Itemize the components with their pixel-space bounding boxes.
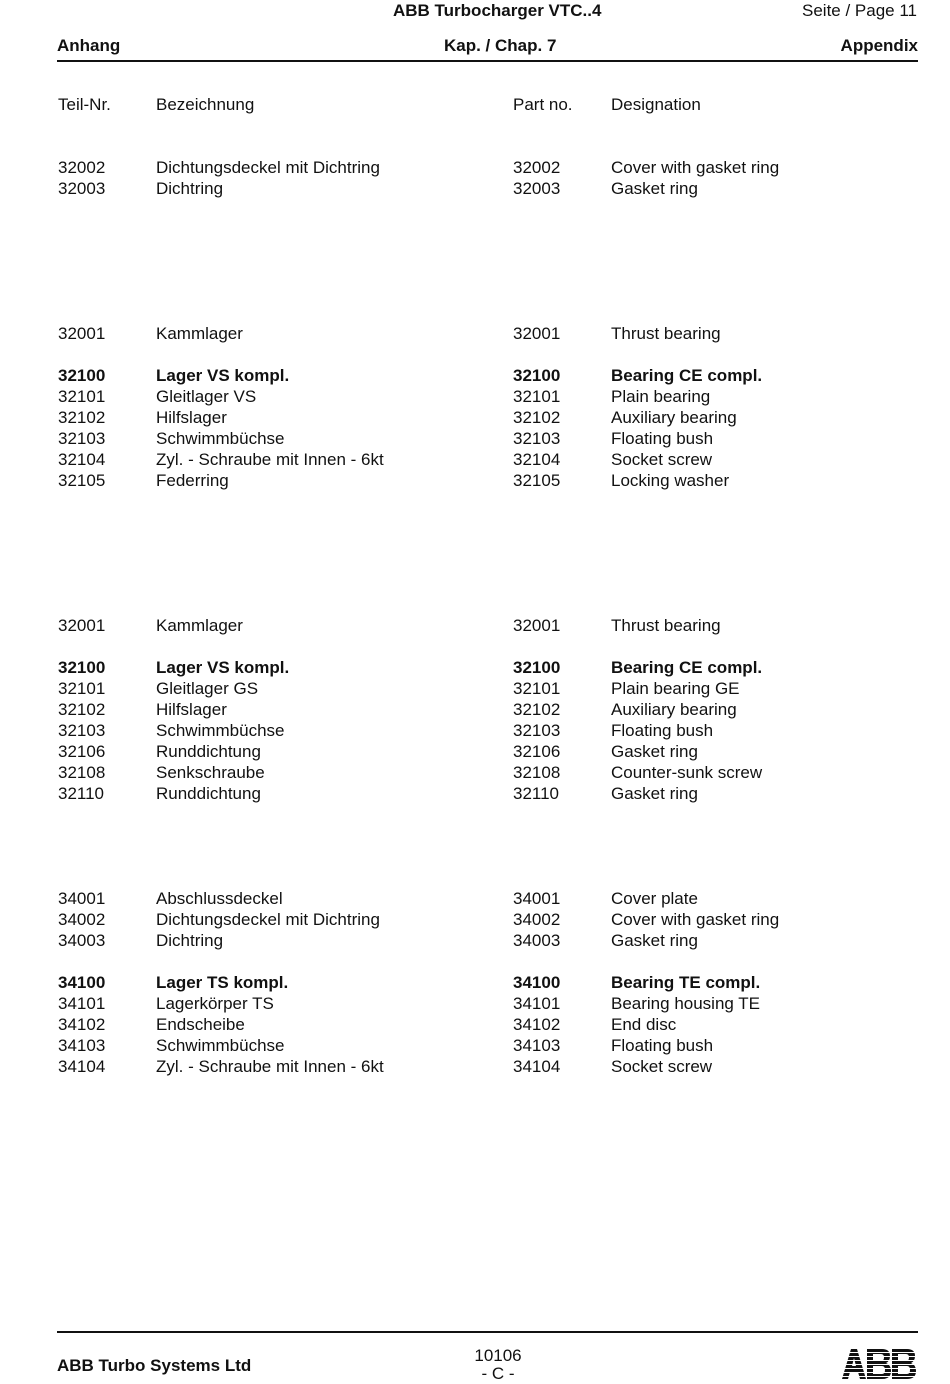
table-row-assembly bbox=[0, 973, 950, 994]
designation-en: Auxiliary bearing bbox=[611, 700, 737, 719]
designation-de: Dichtungsdeckel mit Dichtring bbox=[156, 910, 380, 929]
table-row bbox=[0, 994, 950, 1015]
part-number-en: 32101 bbox=[513, 679, 561, 698]
designation-de: Federring bbox=[156, 471, 229, 490]
part-number-en: 32001 bbox=[513, 616, 561, 635]
part-number-en: 32102 bbox=[513, 700, 561, 719]
designation-de: Endscheibe bbox=[156, 1015, 245, 1034]
table-row bbox=[0, 700, 950, 721]
part-number-de: 32003 bbox=[58, 179, 106, 198]
designation-en: Locking washer bbox=[611, 471, 730, 490]
designation-en: Gasket ring bbox=[611, 931, 698, 950]
designation-en: Bearing housing TE bbox=[611, 994, 761, 1013]
designation-de: Schwimmbüchse bbox=[156, 1036, 285, 1055]
table-row bbox=[0, 1036, 950, 1057]
designation-en: Plain bearing GE bbox=[611, 679, 740, 698]
part-number-en: 34002 bbox=[513, 910, 561, 929]
footer-rule bbox=[57, 1331, 918, 1333]
designation-de: Dichtring bbox=[156, 931, 224, 950]
part-number-de: 32110 bbox=[58, 784, 105, 803]
column-heading-teil-nr: Teil-Nr. bbox=[58, 95, 111, 114]
document-number: 10106 bbox=[474, 1346, 522, 1365]
designation-de: Kammlager bbox=[156, 324, 243, 343]
part-number-en: 34104 bbox=[513, 1057, 561, 1076]
header-right-label: Appendix bbox=[840, 36, 918, 55]
part-number-en: 32100 bbox=[513, 658, 561, 677]
header-rule bbox=[57, 60, 918, 62]
designation-de: Schwimmbüchse bbox=[156, 429, 285, 448]
table-row bbox=[0, 742, 950, 763]
table-row bbox=[0, 408, 950, 429]
part-number-de: 34002 bbox=[58, 910, 106, 929]
designation-en: Cover with gasket ring bbox=[611, 158, 780, 177]
designation-de: Lager VS kompl. bbox=[156, 366, 290, 385]
designation-en: Floating bush bbox=[611, 721, 714, 740]
part-number-en: 32103 bbox=[513, 429, 561, 448]
part-number-de: 34101 bbox=[58, 994, 106, 1013]
part-number-en: 32103 bbox=[513, 721, 561, 740]
part-number-en: 34001 bbox=[513, 889, 561, 908]
designation-de: Lagerkörper TS bbox=[156, 994, 274, 1013]
part-number-en: 32105 bbox=[513, 471, 561, 490]
designation-en: Thrust bearing bbox=[611, 324, 721, 343]
table-row bbox=[0, 889, 950, 910]
table-row bbox=[0, 679, 950, 700]
designation-en: Socket screw bbox=[611, 1057, 713, 1076]
part-number-de: 32101 bbox=[58, 679, 106, 698]
document-title: ABB Turbocharger VTC..4 bbox=[393, 1, 602, 20]
designation-en: Gasket ring bbox=[611, 784, 698, 803]
table-row bbox=[0, 784, 950, 805]
table-row bbox=[0, 158, 950, 179]
designation-en: Counter-sunk screw bbox=[611, 763, 763, 782]
designation-en: Bearing CE compl. bbox=[611, 366, 763, 385]
part-number-en: 32002 bbox=[513, 158, 561, 177]
designation-de: Gleitlager VS bbox=[156, 387, 257, 406]
part-number-de: 32106 bbox=[58, 742, 106, 761]
designation-de: Gleitlager GS bbox=[156, 679, 259, 698]
table-row bbox=[0, 931, 950, 952]
designation-en: Floating bush bbox=[611, 429, 714, 448]
part-number-en: 34100 bbox=[513, 973, 561, 992]
designation-de: Runddichtung bbox=[156, 742, 261, 761]
designation-en: Auxiliary bearing bbox=[611, 408, 737, 427]
designation-de: Lager TS kompl. bbox=[156, 973, 289, 992]
designation-de: Senkschraube bbox=[156, 763, 265, 782]
table-row bbox=[0, 324, 950, 345]
part-number-de: 34104 bbox=[58, 1057, 106, 1076]
header-chapter-label: Kap. / Chap. 7 bbox=[444, 36, 557, 55]
table-row bbox=[0, 450, 950, 471]
part-number-de: 34001 bbox=[58, 889, 106, 908]
part-number-de: 34003 bbox=[58, 931, 106, 950]
part-number-en: 32110 bbox=[513, 784, 560, 803]
part-number-de: 32002 bbox=[58, 158, 106, 177]
abb-logo bbox=[842, 1349, 916, 1379]
part-number-en: 32104 bbox=[513, 450, 561, 469]
column-heading-designation: Designation bbox=[611, 95, 701, 114]
designation-de: Abschlussdeckel bbox=[156, 889, 283, 908]
part-number-en: 34003 bbox=[513, 931, 561, 950]
part-number-de: 32104 bbox=[58, 450, 106, 469]
table-row bbox=[0, 387, 950, 408]
part-number-en: 32003 bbox=[513, 179, 561, 198]
designation-de: Kammlager bbox=[156, 616, 243, 635]
part-number-de: 32102 bbox=[58, 408, 106, 427]
header-left-label: Anhang bbox=[57, 36, 121, 55]
part-number-en: 32101 bbox=[513, 387, 561, 406]
designation-en: Bearing CE compl. bbox=[611, 658, 763, 677]
page-number: Seite / Page 11 bbox=[802, 1, 917, 20]
part-number-de: 32100 bbox=[58, 366, 106, 385]
table-row-assembly bbox=[0, 366, 950, 387]
table-row-assembly bbox=[0, 658, 950, 679]
part-number-en: 32108 bbox=[513, 763, 561, 782]
column-heading-part-no: Part no. bbox=[513, 95, 573, 114]
designation-de: Lager VS kompl. bbox=[156, 658, 290, 677]
designation-en: Bearing TE compl. bbox=[611, 973, 761, 992]
part-number-en: 34103 bbox=[513, 1036, 561, 1055]
part-number-de: 34103 bbox=[58, 1036, 106, 1055]
part-number-en: 32102 bbox=[513, 408, 561, 427]
part-number-de: 32001 bbox=[58, 616, 106, 635]
designation-de: Runddichtung bbox=[156, 784, 261, 803]
table-row bbox=[0, 910, 950, 931]
designation-de: Hilfslager bbox=[156, 408, 227, 427]
part-number-de: 32100 bbox=[58, 658, 106, 677]
table-row bbox=[0, 1057, 950, 1078]
part-number-de: 32103 bbox=[58, 429, 106, 448]
table-row bbox=[0, 763, 950, 784]
table-row bbox=[0, 179, 950, 200]
column-heading-bezeichnung: Bezeichnung bbox=[156, 95, 255, 114]
part-number-de: 32102 bbox=[58, 700, 106, 719]
part-number-de: 32103 bbox=[58, 721, 106, 740]
part-number-de: 34100 bbox=[58, 973, 106, 992]
designation-en: Plain bearing bbox=[611, 387, 711, 406]
table-row bbox=[0, 1015, 950, 1036]
designation-en: End disc bbox=[611, 1015, 677, 1034]
part-number-de: 32105 bbox=[58, 471, 106, 490]
designation-en: Cover plate bbox=[611, 889, 698, 908]
table-row bbox=[0, 429, 950, 450]
designation-de: Dichtungsdeckel mit Dichtring bbox=[156, 158, 380, 177]
part-number-de: 32101 bbox=[58, 387, 106, 406]
part-number-de: 34102 bbox=[58, 1015, 106, 1034]
company-name: ABB Turbo Systems Ltd bbox=[57, 1356, 252, 1375]
revision-label: - C - bbox=[481, 1364, 515, 1383]
part-number-en: 32106 bbox=[513, 742, 561, 761]
designation-de: Zyl. - Schraube mit Innen - 6kt bbox=[156, 1057, 384, 1076]
designation-en: Socket screw bbox=[611, 450, 713, 469]
designation-en: Gasket ring bbox=[611, 179, 698, 198]
table-row bbox=[0, 616, 950, 637]
table-row bbox=[0, 721, 950, 742]
part-number-en: 34102 bbox=[513, 1015, 561, 1034]
designation-de: Hilfslager bbox=[156, 700, 227, 719]
designation-en: Gasket ring bbox=[611, 742, 698, 761]
designation-de: Zyl. - Schraube mit Innen - 6kt bbox=[156, 450, 384, 469]
designation-de: Schwimmbüchse bbox=[156, 721, 285, 740]
table-row bbox=[0, 471, 950, 492]
part-number-de: 32001 bbox=[58, 324, 106, 343]
designation-en: Floating bush bbox=[611, 1036, 714, 1055]
part-number-en: 32100 bbox=[513, 366, 561, 385]
designation-en: Cover with gasket ring bbox=[611, 910, 780, 929]
designation-de: Dichtring bbox=[156, 179, 224, 198]
part-number-en: 34101 bbox=[513, 994, 561, 1013]
part-number-de: 32108 bbox=[58, 763, 106, 782]
part-number-en: 32001 bbox=[513, 324, 561, 343]
designation-en: Thrust bearing bbox=[611, 616, 721, 635]
